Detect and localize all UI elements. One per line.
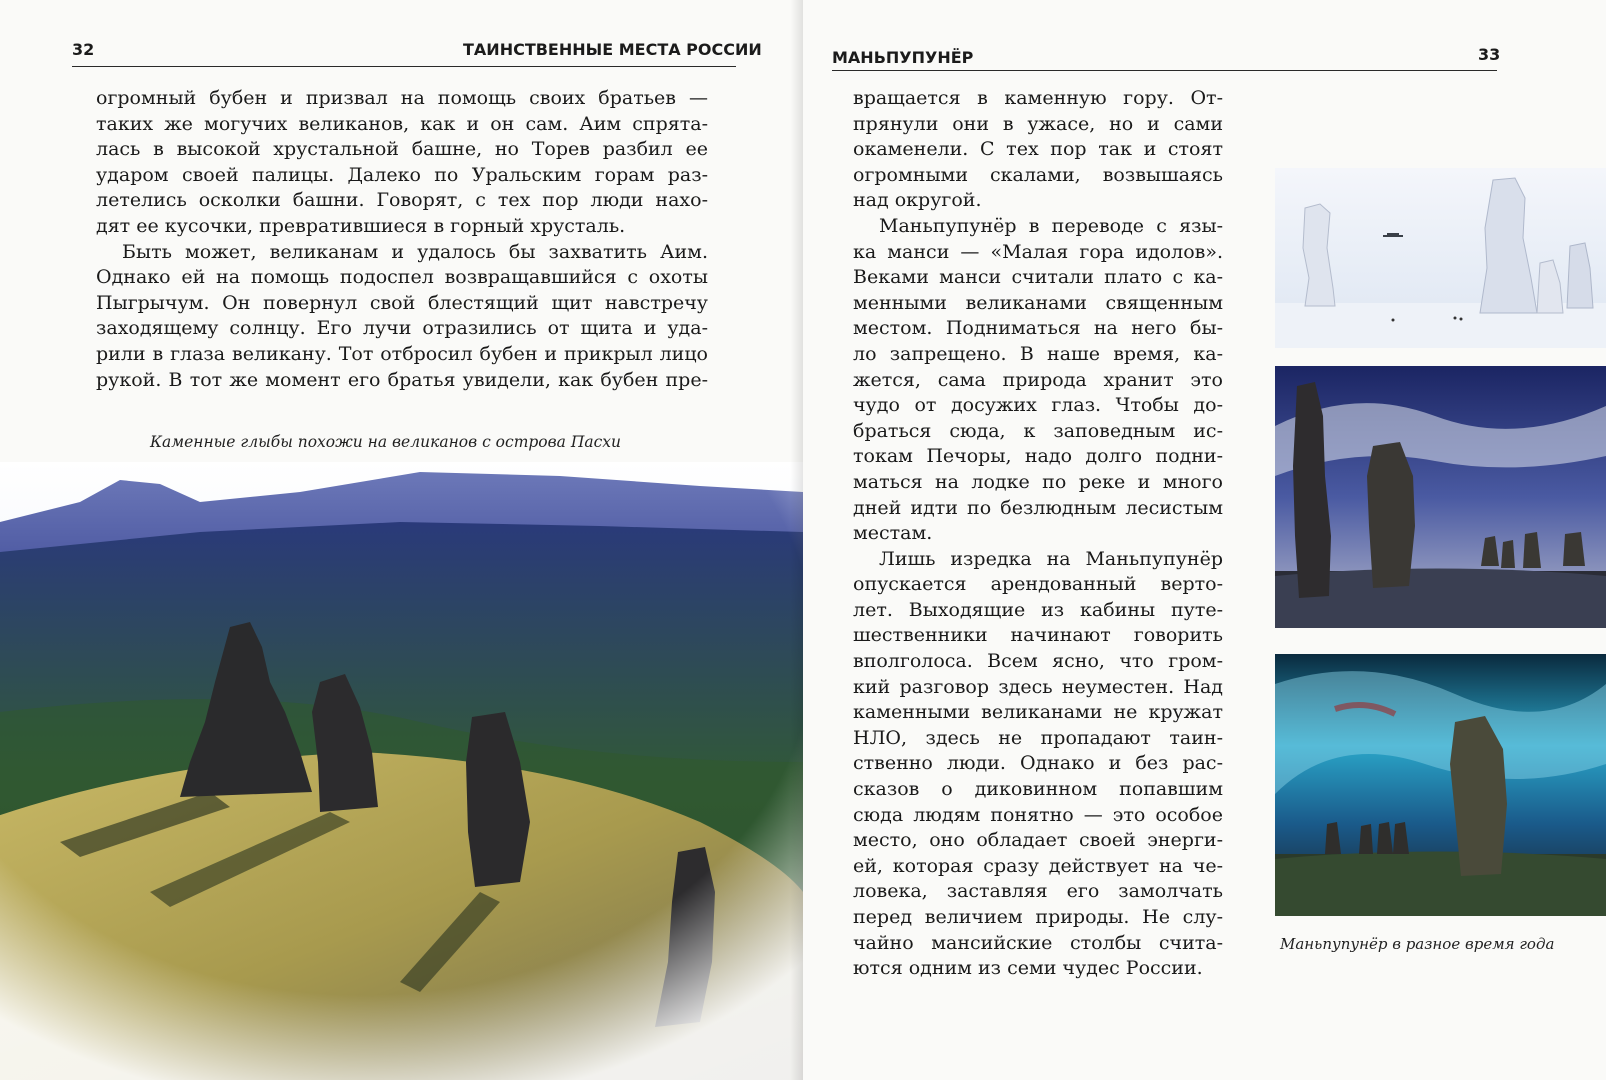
text-line: лет. Выходящие из кабины путе- xyxy=(853,598,1223,621)
text-line: чайно мансийские столбы счита- xyxy=(853,931,1223,954)
storm-photo xyxy=(1275,366,1606,628)
text-line: вполголоса. Всем ясно, что гром- xyxy=(853,650,1223,673)
right-text-block xyxy=(853,86,1223,982)
text-line: Пыгрычум. Он повернул свой блестящий щит навстречу xyxy=(96,291,708,314)
text-line: вращается в каменную гору. От- xyxy=(853,87,1223,109)
text-line: шественники начинают говорить xyxy=(853,624,1223,647)
text-line: кий разговор здесь неуместен. Над xyxy=(853,675,1223,698)
text-line: сюда людям понятно — это особое xyxy=(853,803,1223,826)
text-line: опускается арендованный верто- xyxy=(853,573,1223,596)
text-line: рукой. В тот же момент его братья увидели, как бубен пре- xyxy=(96,368,708,391)
page-number-left: 32 xyxy=(72,40,95,59)
winter-photo xyxy=(1275,168,1606,348)
text-line: ются одним из семи чудес России. xyxy=(853,957,1203,980)
text-line: Однако ей на помощь подоспел возвращавшийся с охоты xyxy=(96,266,708,289)
text-line: ло запрещено. В наше время, ка- xyxy=(853,342,1223,365)
text-line: летелись осколки башни. Говорят, с тех пор люди нахо- xyxy=(96,189,708,212)
text-line: менными великанами священным xyxy=(853,291,1223,314)
text-line: ловека, заставляя его замолчать xyxy=(853,880,1223,903)
left-text-block xyxy=(96,86,708,393)
text-line: заходящему солнцу. Его лучи отразились от щита и уда- xyxy=(96,317,708,340)
page-number-right: 33 xyxy=(1478,45,1501,64)
text-line: чудо от досужих глаз. Чтобы до- xyxy=(853,394,1223,417)
cyan-sky-photo xyxy=(1275,654,1606,916)
text-line: ударом своей палицы. Далеко по Уральским горам раз- xyxy=(96,163,708,186)
text-line: огромный бубен и призвал на помощь своих братьев — xyxy=(96,87,708,109)
header-rule-left xyxy=(72,66,736,67)
text-line: местом. Подниматься на него бы- xyxy=(853,317,1223,340)
header-rule-right xyxy=(832,70,1497,71)
running-head-right: МАНЬПУПУНЁР xyxy=(832,48,974,67)
text-line: место, оно обладает своей энерги- xyxy=(853,829,1223,852)
text-line: прянули они в ужасе, но и сами xyxy=(853,112,1223,135)
text-line: местам. xyxy=(853,522,933,545)
text-line: жется, сама природа хранит это xyxy=(853,368,1223,391)
text-line: дней идти по безлюдным лесистым xyxy=(853,496,1223,519)
text-line: браться сюда, к заповедным ис- xyxy=(853,419,1223,442)
mountain-landscape-photo xyxy=(0,462,803,1080)
running-head-left: ТАИНСТВЕННЫЕ МЕСТА РОССИИ xyxy=(463,40,762,59)
text-line: Лишь изредка на Маньпупунёр xyxy=(879,547,1223,570)
text-line: сказов о диковинном попавшим xyxy=(853,778,1223,801)
text-line: каменными великанами не кружат xyxy=(853,701,1223,724)
text-line: рили в глаза великану. Тот отбросил бубен и прикрыл лицо xyxy=(96,342,708,365)
text-line: НЛО, здесь не пропадают таин- xyxy=(853,726,1223,749)
text-line: перед величием природы. Не слу- xyxy=(853,906,1223,928)
text-line: над округой. xyxy=(853,189,982,212)
text-line: маться на лодке по реке и много xyxy=(853,470,1223,493)
text-line: дят ее кусочки, превратившиеся в горный хрусталь. xyxy=(96,214,626,237)
text-line: токам Печоры, надо долго подни- xyxy=(853,445,1223,468)
right-page xyxy=(803,0,1606,1080)
text-line: лась в высокой хрустальной башне, но Торев разбил ее xyxy=(96,138,708,161)
text-line: ей, которая сразу действует на че- xyxy=(853,854,1223,877)
text-line: ка манси — «Малая гора идолов». xyxy=(853,240,1223,263)
text-line: огромными скалами, возвышаясь xyxy=(853,163,1223,186)
text-line: Быть может, великанам и удалось бы захватить Аим. xyxy=(122,240,708,263)
text-line: таких же могучих великанов, как и он сам. Аим спрята- xyxy=(96,112,708,135)
photo-caption-left: Каменные глыбы похожи на великанов с острова Пасхи xyxy=(150,433,621,451)
text-line: ственно люди. Однако и без рас- xyxy=(853,752,1223,775)
text-line: Маньпупунёр в переводе с язы- xyxy=(879,214,1223,237)
text-line: окаменели. С тех пор так и стоят xyxy=(853,138,1223,161)
text-line: Веками манси считали плато с ка- xyxy=(853,266,1223,289)
photos-caption-right: Маньпупунёр в разное время года xyxy=(1280,935,1555,953)
